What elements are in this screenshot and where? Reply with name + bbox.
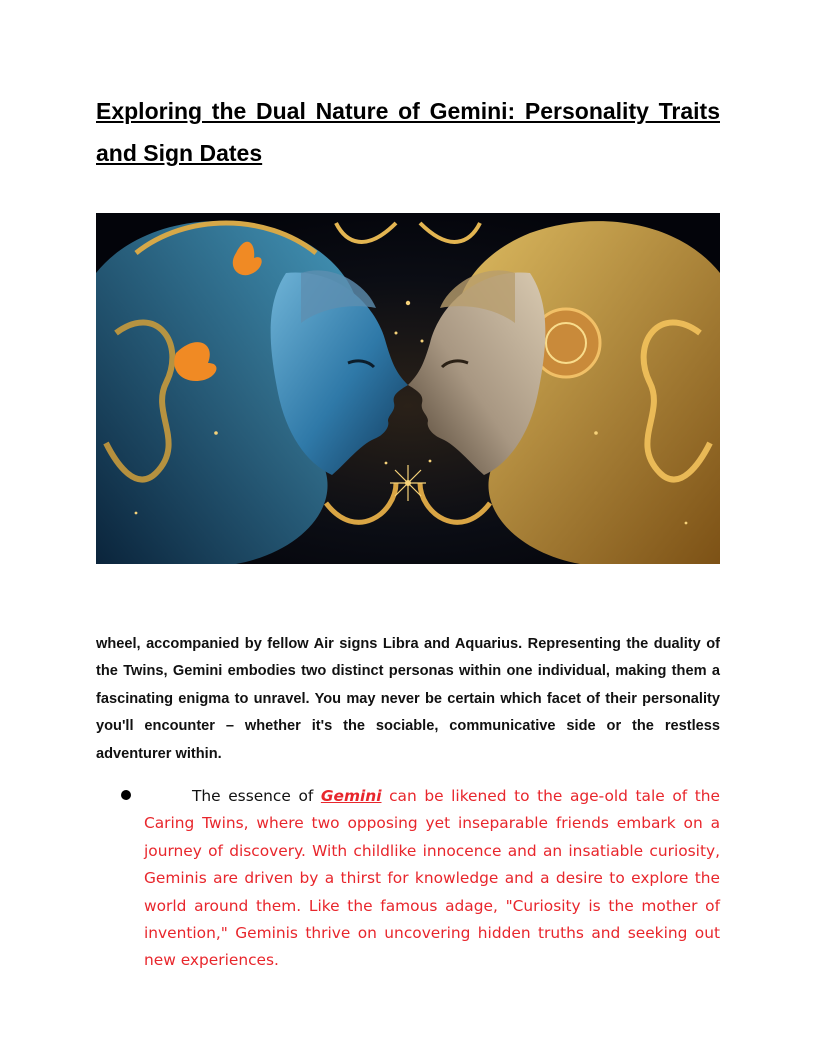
bullet-lead-text: The essence of (192, 787, 314, 805)
bullet-paragraph (144, 783, 720, 975)
page-title: Exploring the Dual Nature of Gemini: Personality Traits and Sign Dates (96, 98, 720, 166)
bullet-body-text: can be likened to the age-old tale of the Caring Twins, where two opposing yet inseparable friends embark on a journey of discovery. With childlike innocence and an insatiable curiosity, Geminis are driven by a thirst for knowledge and a desire to explore the world around them. Like the famous adage, "Curiosity is the mother of invention," Geminis thrive on uncovering hidden truths and seeking out new experiences. (144, 787, 720, 970)
gemini-link[interactable]: Gemini (320, 787, 382, 805)
bullet-marker (121, 790, 131, 800)
intro-paragraph: wheel, accompanied by fellow Air signs Libra and Aquarius. Representing the duality of the Twins, Gemini embodies two distinct personas within one individual, making them a fascinating enigma to unravel. You may never be certain which facet of their personality you'll encounter – whether it's the sociable, communicative side or the restless adventurer within. (96, 636, 720, 762)
hero-image (96, 213, 720, 564)
twin-faces-illustration (96, 213, 720, 564)
